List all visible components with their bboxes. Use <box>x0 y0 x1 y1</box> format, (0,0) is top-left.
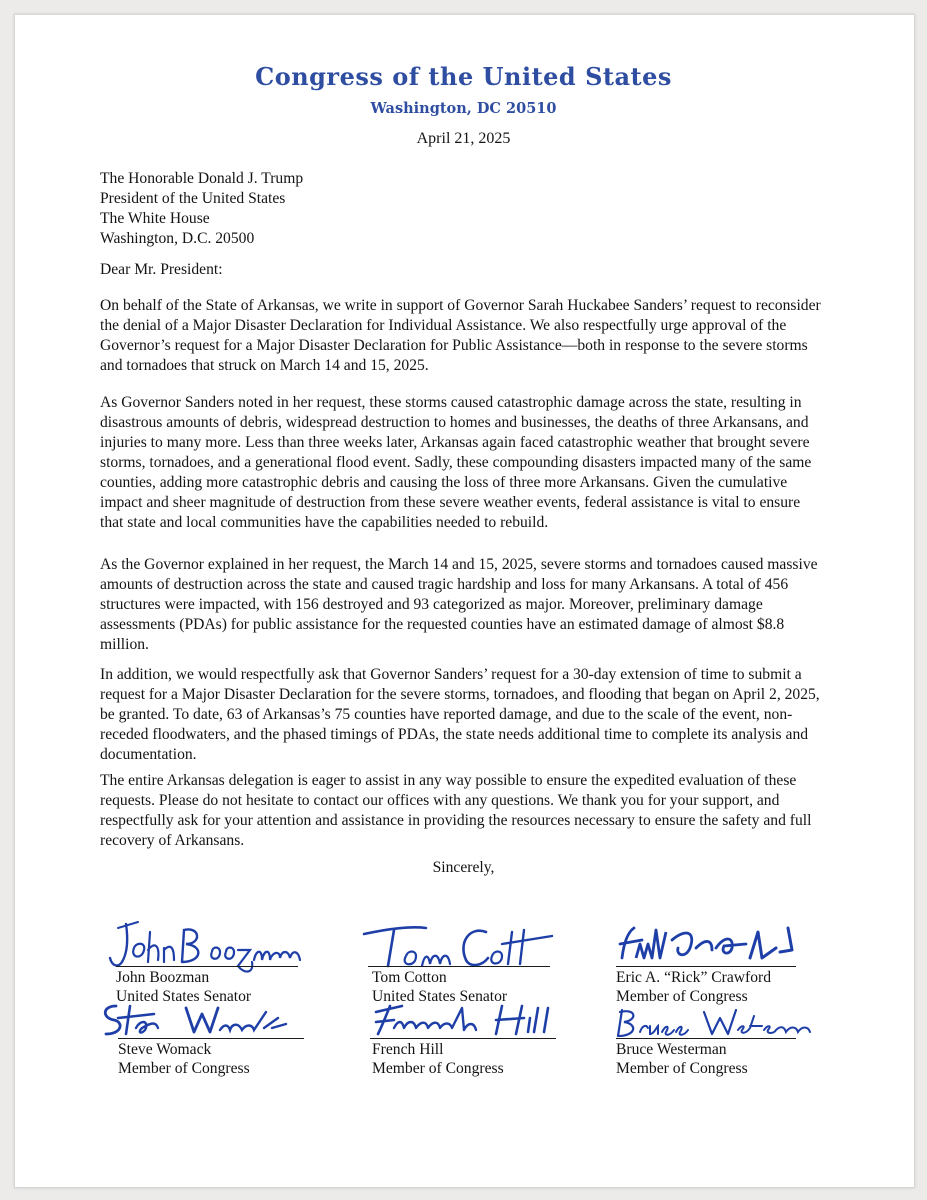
signatory-title: Member of Congress <box>372 1060 504 1077</box>
body-paragraph-2: As Governor Sanders noted in her request, these storms caused catastrophic damage across the state, resulting in disastrous amounts of debris, widespread destruction to homes and businesses, the deaths of three Arkansans, and injuries to many more. Less than three weeks later, Arkansas again faced catastrophic weather that brought severe storms, tornadoes, and a generational flood event. Sadly, these compounding disasters impacted many of the same counties, adding more catastrophic debris and causing the loss of three more Arkansans. Given the cumulative impact and sheer magnitude of destruction from these severe weather events, federal assistance is vital to ensure that state and local communities have the capabilities needed to rebuild. <box>100 394 812 531</box>
signature-line <box>368 966 550 967</box>
recipient-address <box>100 169 303 249</box>
signature-line <box>616 966 796 967</box>
signature-line <box>116 966 298 967</box>
body-paragraph-3: As the Governor explained in her request, the March 14 and 15, 2025, severe storms and tornadoes caused massive amounts of destruction across the state and caused tragic hardship and loss for many Arkansans. A total of 456 structures were impacted, with 156 destroyed and 93 categorized as major. Moreover, preliminary damage assessments (PDAs) for public assistance for the requested counties have an estimated damage of almost $8.8 million. <box>100 556 818 653</box>
body-paragraph-5: The entire Arkansas delegation is eager to assist in any way possible to ensure the expedited evaluation of these requests. Please do not hesitate to contact our offices with any questions. We thank you for your support, and respectfully ask for your attention and assistance in providing the resources necessary to ensure the safety and full recovery of Arkansans. <box>100 772 812 849</box>
body-paragraph-1: On behalf of the State of Arkansas, we write in support of Governor Sarah Huckabee Sanders’ request to reconsider the denial of a Major Disaster Declaration for Individual Assistance. We also respectfully urge approval of the Governor’s request for a Major Disaster Declaration for Public Assistance—both in response to the severe storms and tornadoes that struck on March 14 and 15, 2025. <box>100 297 821 374</box>
signatory-name: Bruce Westerman <box>616 1041 727 1058</box>
signatory-title: Member of Congress <box>118 1060 250 1077</box>
signature-line <box>118 1038 304 1039</box>
recipient-line: President of the United States <box>100 190 286 207</box>
closing: Sincerely, <box>432 859 495 876</box>
body-paragraph-4: In addition, we would respectfully ask that Governor Sanders’ request for a 30-day extension of time to submit a request for a Major Disaster Declaration for the severe storms, tornadoes, and flooding that began on April 2, 2025, be granted. To date, 63 of Arkansas’s 75 counties have reported damage, and due to the scale of the event, non-receded floodwaters, and the phased timings of PDAs, the state needs additional time to complete its analysis and documentation. <box>100 666 820 763</box>
signatory-title: United States Senator <box>116 988 252 1005</box>
signatory-block <box>616 968 771 1006</box>
letterhead-subtitle: Washington, DC 20510 <box>370 100 557 117</box>
signatory-name: Steve Womack <box>118 1041 212 1058</box>
letterhead-title: Congress of the United States <box>255 62 672 91</box>
signature-line <box>370 1038 556 1039</box>
signatory-block <box>372 1040 504 1078</box>
recipient-line: Washington, D.C. 20500 <box>100 230 255 247</box>
signatory-name: Eric A. “Rick” Crawford <box>616 969 772 986</box>
signatory-name: John Boozman <box>116 969 210 986</box>
signatory-block <box>616 1040 748 1078</box>
signatory-name: French Hill <box>372 1041 444 1058</box>
recipient-line: The White House <box>100 210 210 227</box>
signatory-name: Tom Cotton <box>372 969 447 986</box>
salutation: Dear Mr. President: <box>100 261 223 278</box>
signature-line <box>616 1038 796 1039</box>
recipient-line: The Honorable Donald J. Trump <box>100 170 304 187</box>
letter-date: April 21, 2025 <box>416 130 511 147</box>
signature-cotton <box>362 922 562 972</box>
signatory-title: United States Senator <box>372 988 508 1005</box>
signatory-block <box>118 1040 250 1078</box>
signatory-title: Member of Congress <box>616 1060 748 1077</box>
signatory-title: Member of Congress <box>616 988 748 1005</box>
